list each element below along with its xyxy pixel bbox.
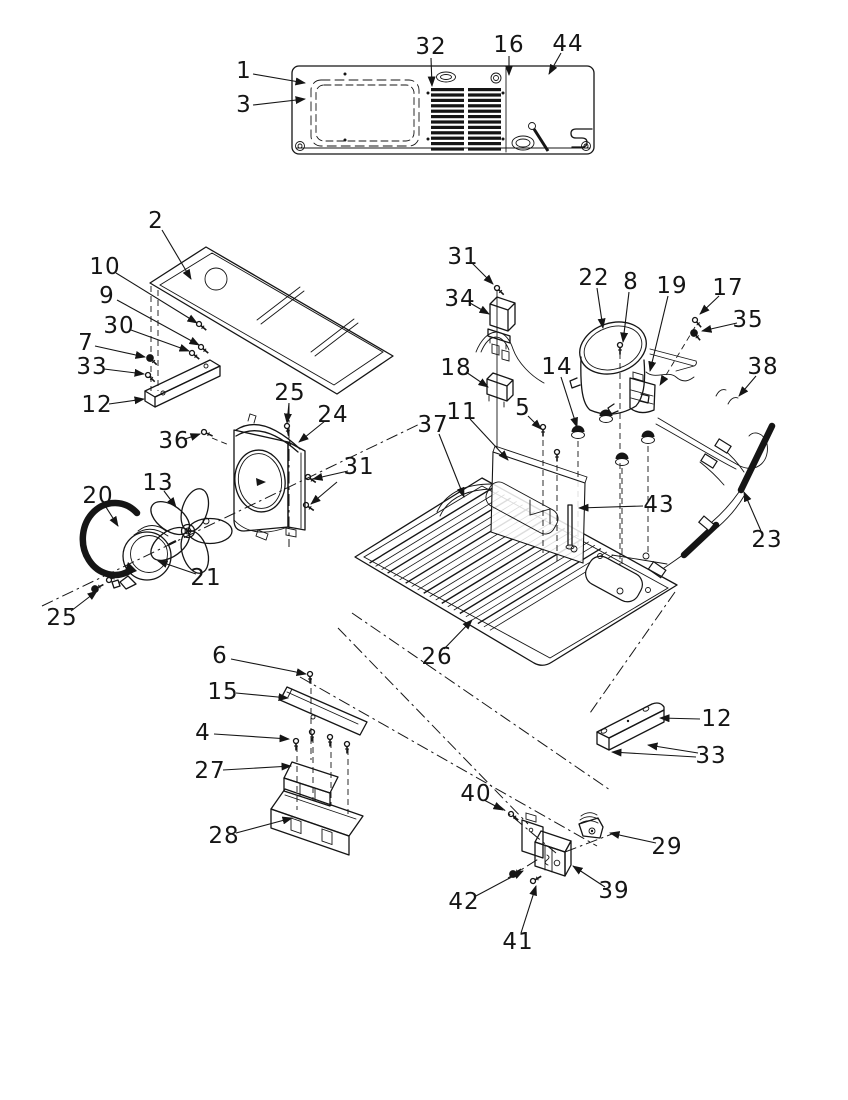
screw xyxy=(691,316,703,328)
callout-label-27: 27 xyxy=(194,758,226,784)
callout-leader-33 xyxy=(648,745,698,753)
callout-label-8: 8 xyxy=(623,269,639,295)
callout-label-11: 11 xyxy=(446,399,478,425)
callout-leader-37 xyxy=(439,434,464,497)
callout-label-15: 15 xyxy=(207,679,239,705)
rear-access-panel xyxy=(292,66,594,154)
screw xyxy=(201,429,214,439)
callout-leader-28 xyxy=(236,818,292,833)
callout-label-3: 3 xyxy=(236,92,252,118)
callout-label-26: 26 xyxy=(421,644,453,670)
callout-label-36: 36 xyxy=(158,428,190,454)
capacitor-and-relay-parts xyxy=(476,291,544,448)
callout-leader-43 xyxy=(579,506,643,508)
screw xyxy=(618,343,623,355)
clamp-29 xyxy=(579,813,603,838)
callout-label-1: 1 xyxy=(236,58,252,84)
callout-label-33: 33 xyxy=(76,354,108,380)
callout-label-37: 37 xyxy=(417,412,449,438)
callout-leader-41 xyxy=(521,886,536,933)
callout-label-4: 4 xyxy=(195,720,211,746)
callout-leader-42 xyxy=(474,871,523,897)
callout-label-28: 28 xyxy=(208,823,240,849)
callout-label-7: 7 xyxy=(78,330,94,356)
callout-label-30: 30 xyxy=(103,313,135,339)
callout-label-42: 42 xyxy=(448,889,480,915)
callout-label-25: 25 xyxy=(274,380,306,406)
small-bracket xyxy=(284,737,348,814)
callout-label-5: 5 xyxy=(515,395,531,421)
callout-label-32: 32 xyxy=(415,34,447,60)
callout-label-35: 35 xyxy=(732,307,764,333)
callout-leader-30 xyxy=(131,330,189,351)
callout-leader-6 xyxy=(231,659,306,674)
callout-label-17: 17 xyxy=(712,275,744,301)
callout-label-24: 24 xyxy=(317,402,349,428)
callout-label-25: 25 xyxy=(46,605,78,631)
callout-leader-4 xyxy=(214,734,289,739)
callout-leader-12 xyxy=(660,718,700,719)
callout-label-6: 6 xyxy=(212,643,228,669)
callout-leader-33 xyxy=(104,369,144,374)
callout-leader-32 xyxy=(431,58,432,86)
callout-label-44: 44 xyxy=(552,31,584,57)
callout-leader-33 xyxy=(612,752,696,757)
callout-leader-14 xyxy=(561,377,577,427)
callout-label-43: 43 xyxy=(643,492,675,518)
screw xyxy=(689,328,702,342)
callout-label-12: 12 xyxy=(81,392,113,418)
screw xyxy=(310,730,315,742)
vent-grille xyxy=(431,88,501,151)
callout-label-16: 16 xyxy=(493,32,525,58)
callout-leader-27 xyxy=(223,766,291,770)
callout-label-20: 20 xyxy=(82,483,114,509)
base-rail-bracket xyxy=(271,789,363,855)
callout-label-22: 22 xyxy=(578,265,610,291)
callout-label-19: 19 xyxy=(656,273,688,299)
callout-label-31: 31 xyxy=(447,244,479,270)
callout-label-31: 31 xyxy=(343,454,375,480)
callout-label-21: 21 xyxy=(190,565,222,591)
callout-label-14: 14 xyxy=(541,354,573,380)
compressor-grommets xyxy=(572,410,655,466)
screw xyxy=(144,371,156,383)
callout-label-29: 29 xyxy=(651,834,683,860)
callout-label-34: 34 xyxy=(444,286,476,312)
callout-leader-15 xyxy=(236,693,288,698)
callout-label-9: 9 xyxy=(99,283,115,309)
screw xyxy=(493,284,505,296)
callout-label-18: 18 xyxy=(440,355,472,381)
callout-leader-8 xyxy=(623,292,629,342)
screw xyxy=(197,343,209,355)
callout-leader-11 xyxy=(470,419,508,460)
callout-label-23: 23 xyxy=(751,527,783,553)
callout-label-13: 13 xyxy=(142,470,174,496)
callout-label-12: 12 xyxy=(701,706,733,732)
callout-label-39: 39 xyxy=(598,878,630,904)
callout-leader-31 xyxy=(311,482,337,504)
callout-leader-12 xyxy=(109,399,144,404)
screw xyxy=(530,874,543,884)
tube-clamp-assembly xyxy=(522,813,603,876)
mounting-bracket-right xyxy=(597,703,664,750)
callout-leader-29 xyxy=(610,833,656,843)
screw xyxy=(328,735,333,747)
callout-label-2: 2 xyxy=(148,208,164,234)
discharge-tube xyxy=(646,349,696,381)
screw xyxy=(188,349,200,361)
callout-label-40: 40 xyxy=(460,781,492,807)
callout-label-41: 41 xyxy=(502,929,534,955)
callout-leader-22 xyxy=(597,288,603,328)
screw xyxy=(91,582,105,594)
callout-leader-2 xyxy=(162,230,191,279)
screw xyxy=(345,742,350,754)
callout-leader-3 xyxy=(253,99,305,105)
screw xyxy=(541,425,546,437)
callout-leader-19 xyxy=(650,296,668,371)
callout-label-10: 10 xyxy=(89,254,121,280)
callout-label-38: 38 xyxy=(747,354,779,380)
screw xyxy=(195,320,207,332)
screw xyxy=(555,450,560,462)
callout-leader-23 xyxy=(744,492,761,531)
screw xyxy=(284,423,291,436)
screw xyxy=(294,739,299,751)
screw xyxy=(145,353,159,367)
callout-leader-1 xyxy=(253,74,305,83)
fan-shroud xyxy=(212,404,305,547)
screw xyxy=(507,810,519,822)
callout-layer xyxy=(46,31,782,955)
mounting-bracket-left xyxy=(145,360,220,407)
callout-label-33: 33 xyxy=(695,743,727,769)
